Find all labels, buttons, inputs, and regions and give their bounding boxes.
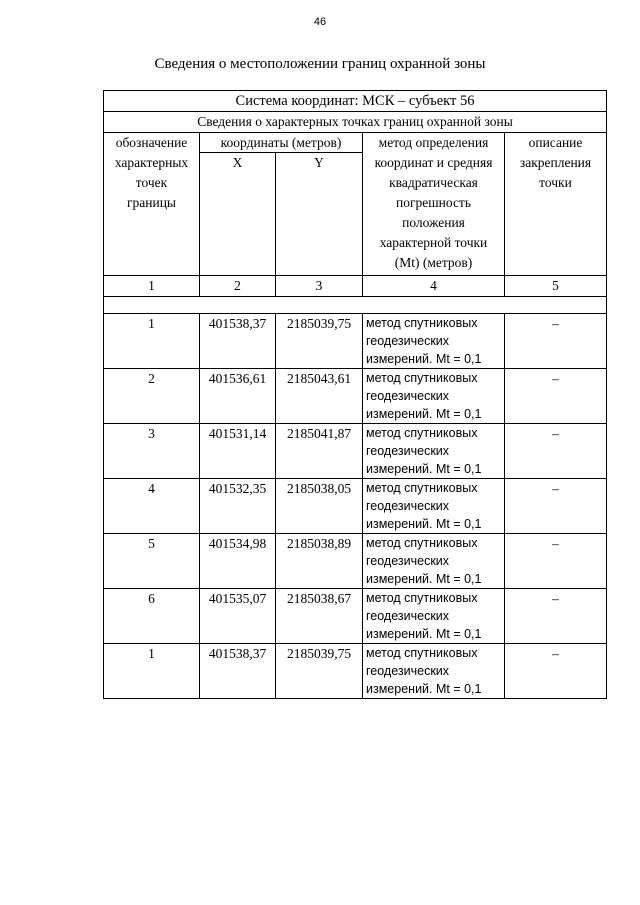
header-point-designation xyxy=(104,133,200,276)
description-cell: – xyxy=(505,314,607,369)
table-row xyxy=(104,644,607,699)
header-row xyxy=(104,133,607,153)
method-line: измерений. Mt = 0,1 xyxy=(366,517,482,531)
method-line: измерений. Mt = 0,1 xyxy=(366,352,482,366)
description-cell: – xyxy=(505,644,607,699)
method-cell xyxy=(363,589,505,644)
y-coordinate-cell: 2185041,87 xyxy=(276,424,363,479)
empty-spacer-cell xyxy=(104,297,607,314)
header-method-line: (Mt) (метров) xyxy=(394,255,473,270)
point-designation-cell: 3 xyxy=(104,424,200,479)
x-coordinate-cell: 401536,61 xyxy=(200,369,276,424)
column-numbers-row xyxy=(104,276,607,297)
method-cell xyxy=(363,369,505,424)
point-designation-cell: 1 xyxy=(104,644,200,699)
header-method-line: погрешность xyxy=(395,195,471,210)
header-method-line: квадратическая xyxy=(389,175,478,190)
description-cell: – xyxy=(505,589,607,644)
page-number: 46 xyxy=(313,16,327,28)
point-designation-cell: 1 xyxy=(104,314,200,369)
column-number: 3 xyxy=(276,276,363,297)
y-coordinate-cell: 2185039,75 xyxy=(276,314,363,369)
header-method-line: положения xyxy=(402,215,465,230)
document-title: Сведения о местоположении границ охранной зоны xyxy=(154,56,486,72)
header-point-line: границы xyxy=(126,195,177,210)
method-line: измерений. Mt = 0,1 xyxy=(366,407,482,421)
method-cell xyxy=(363,644,505,699)
header-description-line: закрепления xyxy=(519,155,592,170)
method-cell xyxy=(363,424,505,479)
header-method-line: характерной точки xyxy=(379,235,488,250)
header-x: X xyxy=(200,153,276,276)
x-coordinate-cell: 401534,98 xyxy=(200,534,276,589)
header-point-line: характерных xyxy=(114,155,189,170)
y-coordinate-cell: 2185038,67 xyxy=(276,589,363,644)
header-description xyxy=(505,133,607,276)
method-line: геодезических xyxy=(366,444,450,458)
y-coordinate-cell: 2185039,75 xyxy=(276,644,363,699)
y-coordinate-cell: 2185038,05 xyxy=(276,479,363,534)
description-cell: – xyxy=(505,369,607,424)
method-line: геодезических xyxy=(366,609,450,623)
header-coordinates: координаты (метров) xyxy=(200,133,363,153)
method-line: измерений. Mt = 0,1 xyxy=(366,627,482,641)
header-method-line: координат и средняя xyxy=(374,155,493,170)
method-line: метод спутниковых xyxy=(366,591,478,605)
point-designation-cell: 2 xyxy=(104,369,200,424)
method-line: метод спутниковых xyxy=(366,646,478,660)
header-method xyxy=(363,133,505,276)
method-line: метод спутниковых xyxy=(366,481,478,495)
x-coordinate-cell: 401538,37 xyxy=(200,644,276,699)
boundary-points-table xyxy=(103,90,607,699)
method-line: геодезических xyxy=(366,554,450,568)
method-line: измерений. Mt = 0,1 xyxy=(366,682,482,696)
x-coordinate-cell: 401535,07 xyxy=(200,589,276,644)
header-point-line: точек xyxy=(135,175,168,190)
table-row xyxy=(104,534,607,589)
y-coordinate-cell: 2185043,61 xyxy=(276,369,363,424)
header-y: Y xyxy=(276,153,363,276)
method-line: измерений. Mt = 0,1 xyxy=(366,572,482,586)
x-coordinate-cell: 401532,35 xyxy=(200,479,276,534)
column-number: 5 xyxy=(505,276,607,297)
coordinate-system-label: Система координат: МСК – субъект 56 xyxy=(104,91,607,112)
method-line: измерений. Mt = 0,1 xyxy=(366,462,482,476)
point-designation-cell: 6 xyxy=(104,589,200,644)
table-row xyxy=(104,479,607,534)
method-line: геодезических xyxy=(366,334,450,348)
method-line: метод спутниковых xyxy=(366,371,478,385)
header-description-line: описание xyxy=(528,135,583,150)
table-row xyxy=(104,589,607,644)
description-cell: – xyxy=(505,424,607,479)
method-cell xyxy=(363,534,505,589)
description-cell: – xyxy=(505,479,607,534)
coordinate-system-row xyxy=(104,91,607,112)
point-designation-cell: 5 xyxy=(104,534,200,589)
column-number: 1 xyxy=(104,276,200,297)
table-row xyxy=(104,369,607,424)
method-line: геодезических xyxy=(366,664,450,678)
column-number: 4 xyxy=(363,276,505,297)
section-title: Сведения о характерных точках границ охранной зоны xyxy=(104,112,607,133)
y-coordinate-cell: 2185038,89 xyxy=(276,534,363,589)
point-designation-cell: 4 xyxy=(104,479,200,534)
table-row xyxy=(104,314,607,369)
method-line: геодезических xyxy=(366,389,450,403)
empty-spacer-row xyxy=(104,297,607,314)
description-cell: – xyxy=(505,534,607,589)
method-cell xyxy=(363,314,505,369)
section-title-row xyxy=(104,112,607,133)
table-row xyxy=(104,424,607,479)
column-number: 2 xyxy=(200,276,276,297)
method-cell xyxy=(363,479,505,534)
x-coordinate-cell: 401531,14 xyxy=(200,424,276,479)
header-point-line: обозначение xyxy=(115,135,188,150)
header-method-line: метод определения xyxy=(378,135,489,150)
x-coordinate-cell: 401538,37 xyxy=(200,314,276,369)
header-description-line: точки xyxy=(539,175,572,190)
method-line: метод спутниковых xyxy=(366,316,478,330)
method-line: метод спутниковых xyxy=(366,426,478,440)
method-line: геодезических xyxy=(366,499,450,513)
method-line: метод спутниковых xyxy=(366,536,478,550)
